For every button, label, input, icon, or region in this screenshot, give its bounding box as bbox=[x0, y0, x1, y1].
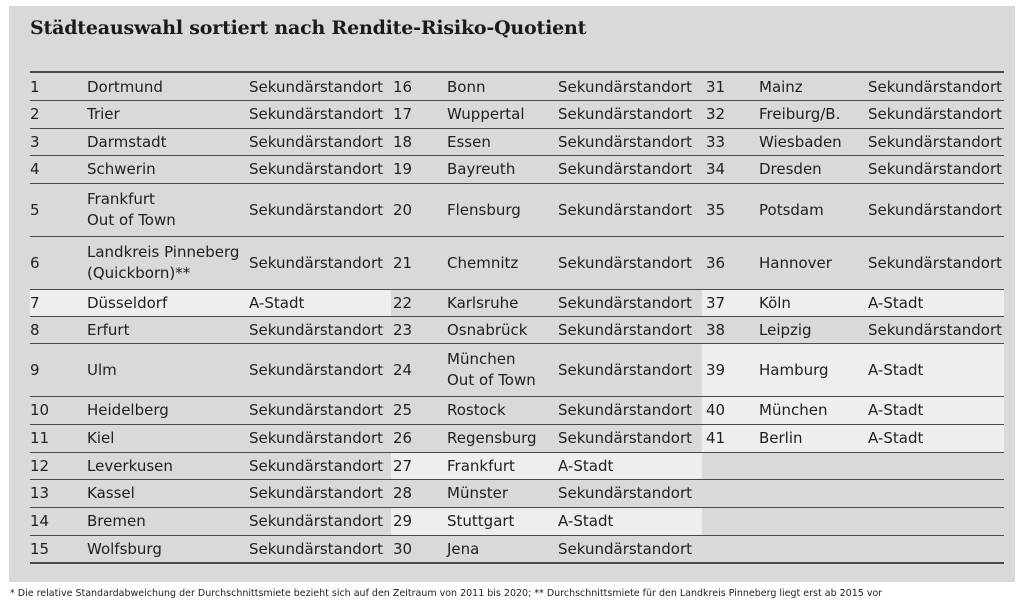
rank-cell: 11 bbox=[30, 429, 50, 447]
category-cell: Sekundärstandort bbox=[249, 132, 384, 151]
city-cell-line: Stuttgart bbox=[447, 512, 515, 530]
city-cell-line: Hamburg bbox=[759, 360, 829, 379]
a-stadt-highlight bbox=[391, 453, 702, 479]
rank-cell: 12 bbox=[30, 456, 50, 475]
city-cell bbox=[759, 101, 840, 128]
city-cell bbox=[759, 317, 812, 343]
rank-cell: 38 bbox=[706, 320, 726, 339]
rank-cell: 17 bbox=[393, 105, 413, 123]
category-cell: Sekundärstandort bbox=[249, 160, 384, 178]
rank-cell: 8 bbox=[30, 320, 40, 339]
city-cell bbox=[447, 536, 479, 562]
city-cell bbox=[447, 156, 515, 183]
rank-cell: 16 bbox=[393, 77, 413, 96]
city-cell bbox=[447, 129, 491, 155]
a-stadt-highlight bbox=[702, 425, 1004, 452]
category-cell: Sekundärstandort bbox=[558, 429, 693, 447]
city-cell-line: München bbox=[759, 401, 828, 419]
rank-cell: 5 bbox=[30, 200, 40, 219]
rank-cell: 19 bbox=[393, 160, 413, 178]
rank-cell: 33 bbox=[706, 132, 726, 151]
city-cell-line: Landkreis Pinneberg bbox=[87, 243, 240, 261]
a-stadt-highlight bbox=[702, 397, 1004, 424]
city-cell bbox=[87, 74, 163, 100]
city-cell bbox=[87, 101, 120, 128]
rank-cell: 1 bbox=[30, 77, 40, 96]
rank-cell: 3 bbox=[30, 132, 40, 151]
city-cell bbox=[447, 344, 536, 396]
city-cell-line: Frankfurt bbox=[87, 190, 155, 208]
city-cell bbox=[759, 425, 803, 452]
city-cell-line: Out of Town bbox=[447, 371, 536, 389]
category-cell: Sekundärstandort bbox=[249, 456, 384, 475]
rank-cell: 39 bbox=[706, 360, 726, 379]
city-cell-line: Köln bbox=[759, 293, 791, 312]
rank-cell: 24 bbox=[393, 360, 413, 379]
city-cell-line: Heidelberg bbox=[87, 401, 169, 419]
city-cell-line: Dortmund bbox=[87, 77, 163, 96]
category-cell: A-Stadt bbox=[558, 512, 614, 530]
city-cell bbox=[87, 317, 129, 343]
rank-cell: 36 bbox=[706, 253, 726, 272]
rank-cell: 32 bbox=[706, 105, 726, 123]
city-cell bbox=[759, 129, 842, 155]
city-cell-line: Bayreuth bbox=[447, 160, 516, 178]
table-top-rule bbox=[30, 71, 1004, 73]
category-cell: Sekundärstandort bbox=[868, 320, 1003, 339]
city-cell bbox=[87, 129, 167, 155]
table-bottom-rule bbox=[30, 562, 1004, 564]
city-cell bbox=[759, 237, 832, 289]
category-cell: Sekundärstandort bbox=[558, 160, 693, 178]
category-cell: A-Stadt bbox=[868, 401, 924, 419]
category-cell: Sekundärstandort bbox=[558, 484, 693, 502]
city-cell-line: Trier bbox=[87, 105, 120, 123]
category-cell: Sekundärstandort bbox=[249, 429, 384, 447]
city-cell-line: Berlin bbox=[759, 429, 803, 447]
rank-cell: 34 bbox=[706, 160, 726, 178]
rank-cell: 25 bbox=[393, 401, 413, 419]
category-cell: Sekundärstandort bbox=[558, 77, 693, 96]
city-cell bbox=[447, 74, 485, 100]
rank-cell: 14 bbox=[30, 512, 50, 530]
city-cell bbox=[87, 480, 135, 507]
category-cell: Sekundärstandort bbox=[558, 132, 693, 151]
category-cell: Sekundärstandort bbox=[558, 293, 693, 312]
rank-cell: 26 bbox=[393, 429, 413, 447]
city-cell-line: Mainz bbox=[759, 77, 803, 96]
rank-cell: 35 bbox=[706, 200, 726, 219]
rank-cell: 2 bbox=[30, 105, 40, 123]
category-cell: Sekundärstandort bbox=[249, 77, 384, 96]
rank-cell: 21 bbox=[393, 253, 413, 272]
category-cell: A-Stadt bbox=[868, 429, 924, 447]
rank-cell: 31 bbox=[706, 77, 726, 96]
a-stadt-highlight bbox=[391, 508, 702, 535]
category-cell: Sekundärstandort bbox=[558, 253, 693, 272]
category-cell: Sekundärstandort bbox=[868, 105, 1003, 123]
city-cell-line: Wiesbaden bbox=[759, 132, 842, 151]
category-cell: Sekundärstandort bbox=[249, 539, 384, 558]
rank-cell: 13 bbox=[30, 484, 50, 502]
city-cell-line: Osnabrück bbox=[447, 320, 528, 339]
category-cell: Sekundärstandort bbox=[249, 320, 384, 339]
rank-cell: 41 bbox=[706, 429, 726, 447]
category-cell: A-Stadt bbox=[868, 360, 924, 379]
rank-cell: 9 bbox=[30, 360, 40, 379]
category-cell: Sekundärstandort bbox=[558, 200, 693, 219]
rank-cell: 40 bbox=[706, 401, 726, 419]
city-cell bbox=[87, 425, 114, 452]
city-cell-line: Essen bbox=[447, 132, 491, 151]
city-cell-line: Münster bbox=[447, 484, 509, 502]
city-cell-line: Bremen bbox=[87, 512, 146, 530]
category-cell: Sekundärstandort bbox=[249, 105, 384, 123]
category-cell: Sekundärstandort bbox=[249, 253, 384, 272]
rank-cell: 27 bbox=[393, 456, 413, 475]
category-cell: Sekundärstandort bbox=[249, 512, 384, 530]
city-cell bbox=[447, 425, 537, 452]
category-cell: Sekundärstandort bbox=[249, 200, 384, 219]
city-cell-line: Ulm bbox=[87, 360, 117, 379]
city-cell bbox=[759, 397, 827, 424]
city-cell-line: Leipzig bbox=[759, 320, 812, 339]
city-cell-line: Hannover bbox=[759, 253, 832, 272]
rank-cell: 4 bbox=[30, 160, 40, 178]
city-cell bbox=[759, 184, 824, 236]
city-cell-line: Freiburg/B. bbox=[759, 105, 841, 123]
rank-cell: 15 bbox=[30, 539, 50, 558]
table-title: Städteauswahl sortiert nach Rendite-Risiko-Quotient bbox=[30, 17, 587, 39]
category-cell: Sekundärstandort bbox=[868, 200, 1003, 219]
rank-cell: 28 bbox=[393, 484, 413, 502]
city-cell bbox=[447, 101, 524, 128]
city-cell-line: Schwerin bbox=[87, 160, 156, 178]
category-cell: A-Stadt bbox=[868, 293, 924, 312]
city-cell-line: (Quickborn)** bbox=[87, 264, 191, 282]
row-rule bbox=[30, 128, 1004, 129]
city-cell bbox=[447, 397, 506, 424]
a-stadt-highlight bbox=[702, 290, 1004, 316]
city-cell bbox=[447, 480, 508, 507]
a-stadt-highlight bbox=[30, 290, 391, 316]
city-cell bbox=[447, 237, 518, 289]
city-cell-line: Erfurt bbox=[87, 320, 130, 339]
city-cell-line: Darmstadt bbox=[87, 132, 167, 151]
city-cell bbox=[447, 317, 527, 343]
city-cell-line: Leverkusen bbox=[87, 456, 173, 475]
city-cell bbox=[447, 184, 521, 236]
category-cell: Sekundärstandort bbox=[558, 539, 693, 558]
city-cell-line: Karlsruhe bbox=[447, 293, 519, 312]
city-cell-line: Kiel bbox=[87, 429, 115, 447]
city-cell bbox=[87, 536, 162, 562]
city-cell-line: Out of Town bbox=[87, 211, 176, 229]
row-rule bbox=[30, 535, 1004, 536]
city-cell bbox=[759, 290, 791, 316]
city-cell bbox=[87, 453, 173, 479]
city-cell-line: Flensburg bbox=[447, 200, 521, 219]
category-cell: Sekundärstandort bbox=[868, 160, 1003, 178]
category-cell: A-Stadt bbox=[558, 456, 614, 475]
category-cell: Sekundärstandort bbox=[249, 484, 384, 502]
city-cell-line: Wolfsburg bbox=[87, 539, 162, 558]
category-cell: Sekundärstandort bbox=[868, 77, 1003, 96]
row-rule bbox=[30, 155, 1004, 156]
rank-cell: 7 bbox=[30, 293, 40, 312]
city-cell bbox=[759, 344, 829, 396]
rank-cell: 18 bbox=[393, 132, 413, 151]
city-cell-line: München bbox=[447, 350, 516, 368]
rank-cell: 23 bbox=[393, 320, 413, 339]
rank-cell: 6 bbox=[30, 253, 40, 272]
city-cell-line: Frankfurt bbox=[447, 456, 515, 475]
city-cell-line: Regensburg bbox=[447, 429, 537, 447]
city-cell-line: Dresden bbox=[759, 160, 822, 178]
city-cell-line: Düsseldorf bbox=[87, 293, 168, 312]
city-cell-line: Chemnitz bbox=[447, 253, 519, 272]
rank-cell: 37 bbox=[706, 293, 726, 312]
city-cell-line: Wuppertal bbox=[447, 105, 525, 123]
category-cell: Sekundärstandort bbox=[249, 360, 384, 379]
category-cell: Sekundärstandort bbox=[558, 320, 693, 339]
category-cell: Sekundärstandort bbox=[558, 360, 693, 379]
city-cell bbox=[759, 156, 822, 183]
city-cell-line: Jena bbox=[447, 539, 480, 558]
rank-cell: 29 bbox=[393, 512, 413, 530]
rank-cell: 20 bbox=[393, 200, 413, 219]
city-cell-line: Bonn bbox=[447, 77, 486, 96]
category-cell: Sekundärstandort bbox=[868, 253, 1003, 272]
city-cell bbox=[87, 184, 176, 236]
a-stadt-highlight bbox=[702, 344, 1004, 396]
city-cell bbox=[87, 156, 156, 183]
category-cell: Sekundärstandort bbox=[558, 105, 693, 123]
city-cell bbox=[87, 344, 117, 396]
city-cell bbox=[447, 508, 514, 535]
city-cell-line: Rostock bbox=[447, 401, 506, 419]
city-cell-line: Kassel bbox=[87, 484, 135, 502]
city-cell bbox=[759, 74, 803, 100]
footnote: * Die relative Standardabweichung der Durchschnittsmiete bezieht sich auf den Zeitraum von 2011 bis 2020; ** Durchschnittsmiete für den Landkreis Pinneberg liegt erst ab 2015 vor bbox=[10, 588, 883, 599]
city-cell bbox=[447, 453, 515, 479]
category-cell: Sekundärstandort bbox=[868, 132, 1003, 151]
category-cell: Sekundärstandort bbox=[249, 401, 384, 419]
city-cell bbox=[447, 290, 518, 316]
rank-cell: 22 bbox=[393, 293, 413, 312]
rank-cell: 10 bbox=[30, 401, 50, 419]
category-cell: Sekundärstandort bbox=[558, 401, 693, 419]
row-rule bbox=[30, 479, 1004, 480]
city-cell bbox=[87, 237, 239, 289]
city-cell bbox=[87, 508, 146, 535]
rank-cell: 30 bbox=[393, 539, 413, 558]
city-cell-line: Potsdam bbox=[759, 200, 824, 219]
city-cell bbox=[87, 290, 167, 316]
city-cell bbox=[87, 397, 169, 424]
category-cell: A-Stadt bbox=[249, 293, 305, 312]
